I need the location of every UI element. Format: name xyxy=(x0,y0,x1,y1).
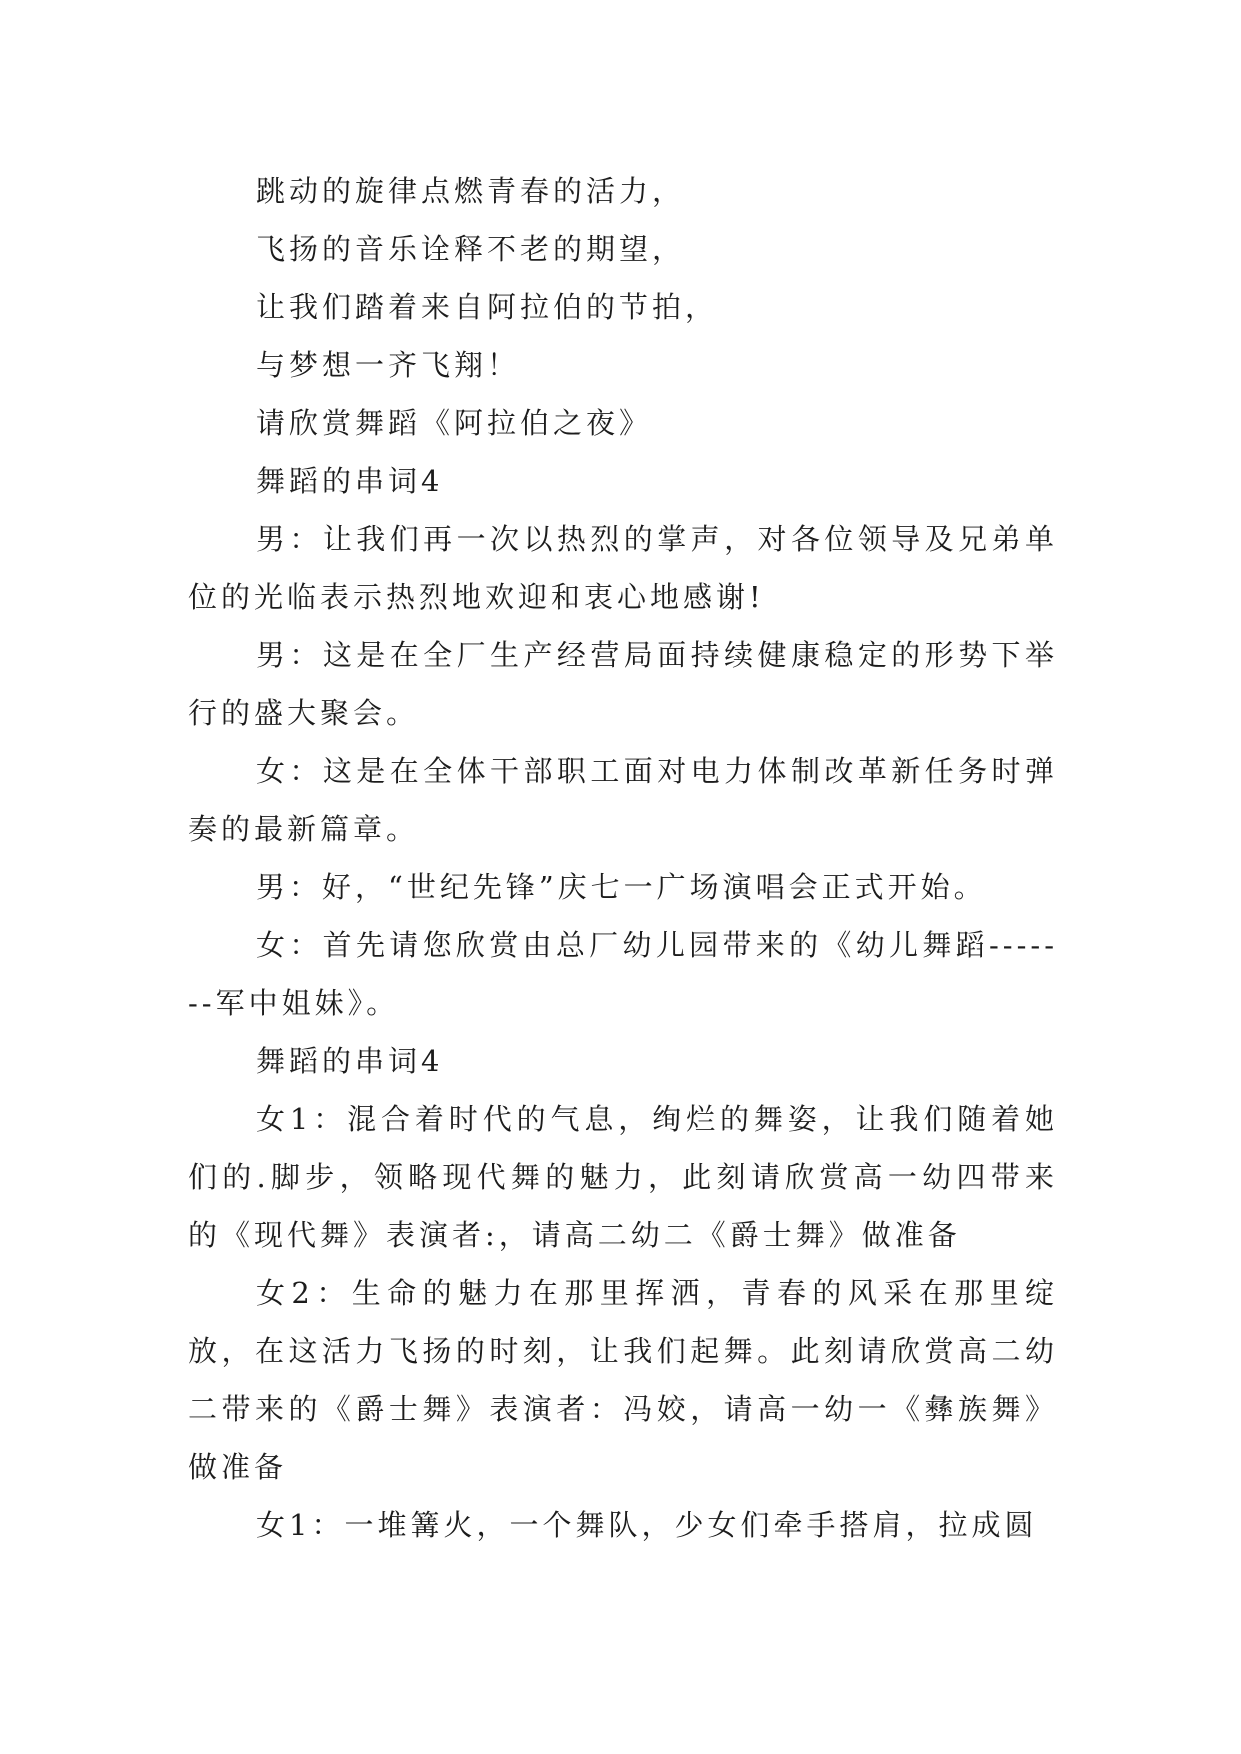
paragraph: 请欣赏舞蹈《阿拉伯之夜》 xyxy=(256,406,653,440)
paragraph: 跳动的旋律点燃青春的活力， xyxy=(256,174,686,208)
section-heading: 舞蹈的串词4 xyxy=(256,464,444,498)
paragraph: 让我们踏着来自阿拉伯的节拍， xyxy=(256,290,719,324)
paragraph: 男：这是在全厂生产经营局面持续健康稳定的形势下举行的盛大聚会。 xyxy=(188,638,1058,730)
paragraph: 女：这是在全体干部职工面对电力体制改革新任务时弹奏的最新篇章。 xyxy=(188,754,1058,846)
paragraph: 与梦想一齐飞翔！ xyxy=(256,348,521,382)
document-body xyxy=(188,162,1058,1554)
paragraph: 男：让我们再一次以热烈的掌声，对各位领导及兄弟单位的光临表示热烈地欢迎和衷心地感谢! xyxy=(188,522,1058,614)
paragraph: 女1：混合着时代的气息，绚烂的舞姿，让我们随着她们的.脚步，领略现代舞的魅力，此刻请欣赏高一幼四带来的《现代舞》表演者:，请高二幼二《爵士舞》做准备 xyxy=(188,1102,1058,1252)
paragraph: 女1：一堆篝火，一个舞队，少女们牵手搭肩，拉成圆 xyxy=(256,1508,1038,1542)
paragraph: 女：首先请您欣赏由总厂幼儿园带来的《幼儿舞蹈-------军中姐妹》。 xyxy=(188,928,1058,1020)
paragraph: 男：好，“世纪先锋”庆七一广场演唱会正式开始。 xyxy=(256,870,987,904)
section-heading: 舞蹈的串词4 xyxy=(256,1044,444,1078)
paragraph: 女2：生命的魅力在那里挥洒，青春的风采在那里绽放，在这活力飞扬的时刻，让我们起舞。此刻请欣赏高二幼二带来的《爵士舞》表演者：冯姣，请高一幼一《彝族舞》做准备 xyxy=(188,1276,1058,1484)
paragraph: 飞扬的音乐诠释不老的期望， xyxy=(256,232,686,266)
